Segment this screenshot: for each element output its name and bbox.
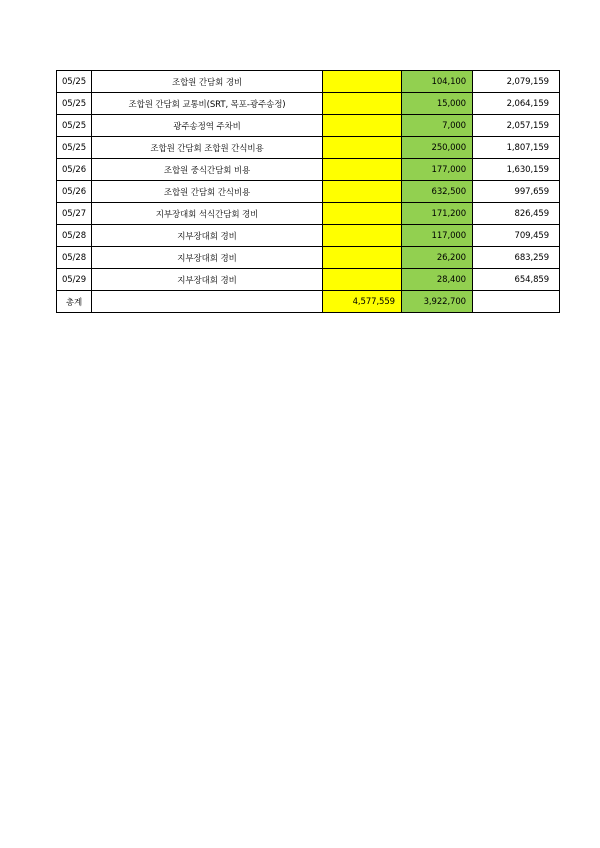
row-description: 지부장대회 경비	[92, 247, 323, 269]
row-income	[323, 269, 402, 291]
row-balance: 654,859	[473, 269, 560, 291]
row-expense: 26,200	[402, 247, 473, 269]
row-balance: 997,659	[473, 181, 560, 203]
table-row	[57, 225, 560, 247]
row-description: 조합원 중식간담회 비용	[92, 159, 323, 181]
row-balance: 826,459	[473, 203, 560, 225]
row-income	[323, 247, 402, 269]
ledger-body	[57, 71, 560, 291]
row-income	[323, 225, 402, 247]
row-date: 05/25	[57, 93, 92, 115]
row-expense: 250,000	[402, 137, 473, 159]
row-description: 지부장대회 경비	[92, 225, 323, 247]
total-desc-cell	[92, 291, 323, 313]
row-description: 지부장대회 경비	[92, 269, 323, 291]
row-date: 05/25	[57, 137, 92, 159]
row-date: 05/26	[57, 181, 92, 203]
row-expense: 28,400	[402, 269, 473, 291]
row-balance: 1,807,159	[473, 137, 560, 159]
row-description: 지부장대회 석식간담회 경비	[92, 203, 323, 225]
row-balance: 2,079,159	[473, 71, 560, 93]
row-description: 조합원 간담회 교통비(SRT, 목포-광주송정)	[92, 93, 323, 115]
table-row	[57, 203, 560, 225]
row-balance: 1,630,159	[473, 159, 560, 181]
table-row	[57, 159, 560, 181]
row-expense: 632,500	[402, 181, 473, 203]
row-description: 광주송정역 주차비	[92, 115, 323, 137]
total-income: 4,577,559	[323, 291, 402, 313]
row-income	[323, 137, 402, 159]
row-expense: 171,200	[402, 203, 473, 225]
total-label: 총계	[57, 291, 92, 313]
total-balance	[473, 291, 560, 313]
table-row	[57, 137, 560, 159]
row-expense: 177,000	[402, 159, 473, 181]
row-balance: 709,459	[473, 225, 560, 247]
table-row	[57, 181, 560, 203]
table-row	[57, 71, 560, 93]
row-date: 05/25	[57, 71, 92, 93]
row-income	[323, 181, 402, 203]
row-income	[323, 203, 402, 225]
total-expense: 3,922,700	[402, 291, 473, 313]
row-balance: 2,064,159	[473, 93, 560, 115]
row-description: 조합원 간담회 조합원 간식비용	[92, 137, 323, 159]
row-income	[323, 115, 402, 137]
row-expense: 7,000	[402, 115, 473, 137]
total-row	[57, 291, 560, 313]
row-expense: 117,000	[402, 225, 473, 247]
row-balance: 683,259	[473, 247, 560, 269]
row-date: 05/26	[57, 159, 92, 181]
row-income	[323, 93, 402, 115]
row-expense: 15,000	[402, 93, 473, 115]
row-income	[323, 71, 402, 93]
table-row	[57, 247, 560, 269]
row-expense: 104,100	[402, 71, 473, 93]
table-row	[57, 115, 560, 137]
row-description: 조합원 간담회 경비	[92, 71, 323, 93]
row-date: 05/28	[57, 247, 92, 269]
table-row	[57, 269, 560, 291]
row-income	[323, 159, 402, 181]
table-row	[57, 93, 560, 115]
row-date: 05/27	[57, 203, 92, 225]
row-balance: 2,057,159	[473, 115, 560, 137]
row-date: 05/25	[57, 115, 92, 137]
row-date: 05/29	[57, 269, 92, 291]
ledger-table	[56, 70, 560, 313]
row-date: 05/28	[57, 225, 92, 247]
row-description: 조합원 간담회 간식비용	[92, 181, 323, 203]
